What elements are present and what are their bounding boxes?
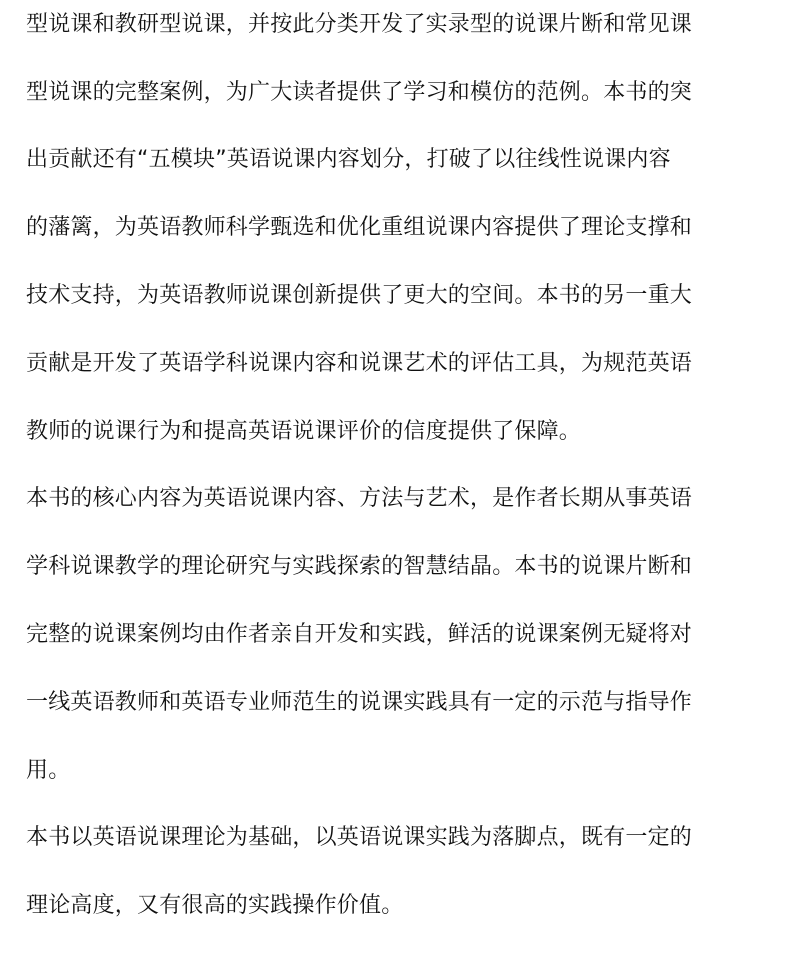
text-line: 的藩篱，为英语教师科学甄选和优化重组说课内容提供了理论支撑和 (26, 215, 693, 240)
text-line: 本书以英语说课理论为基础，以英语说课实践为落脚点，既有一定的 (26, 825, 693, 850)
text-line: 完整的说课案例均由作者亲自开发和实践，鲜活的说课案例无疑将对 (26, 622, 693, 647)
text-line: 本书的核心内容为英语说课内容、方法与艺术，是作者长期从事英语 (26, 486, 693, 511)
text-line: 贡献是开发了英语学科说课内容和说课艺术的评估工具，为规范英语 (26, 351, 693, 376)
text-line: 理论高度，又有很高的实践操作价值。 (26, 893, 404, 918)
text-line: 型说课的完整案例，为广大读者提供了学习和模仿的范例。本书的突 (26, 80, 693, 105)
text-line: 型说课和教研型说课，并按此分类开发了实录型的说课片断和常见课 (26, 12, 693, 37)
text-line: 用。 (26, 758, 71, 783)
text-line: 出贡献还有“五模块”英语说课内容划分，打破了以往线性说课内容 (26, 147, 671, 172)
text-line: 技术支持，为英语教师说课创新提供了更大的空间。本书的另一重大 (26, 283, 693, 308)
text-line: 一线英语教师和英语专业师范生的说课实践具有一定的示范与指导作 (26, 690, 693, 715)
text-line: 教师的说课行为和提高英语说课评价的信度提供了保障。 (26, 419, 582, 444)
text-line: 学科说课教学的理论研究与实践探索的智慧结晶。本书的说课片断和 (26, 554, 693, 579)
